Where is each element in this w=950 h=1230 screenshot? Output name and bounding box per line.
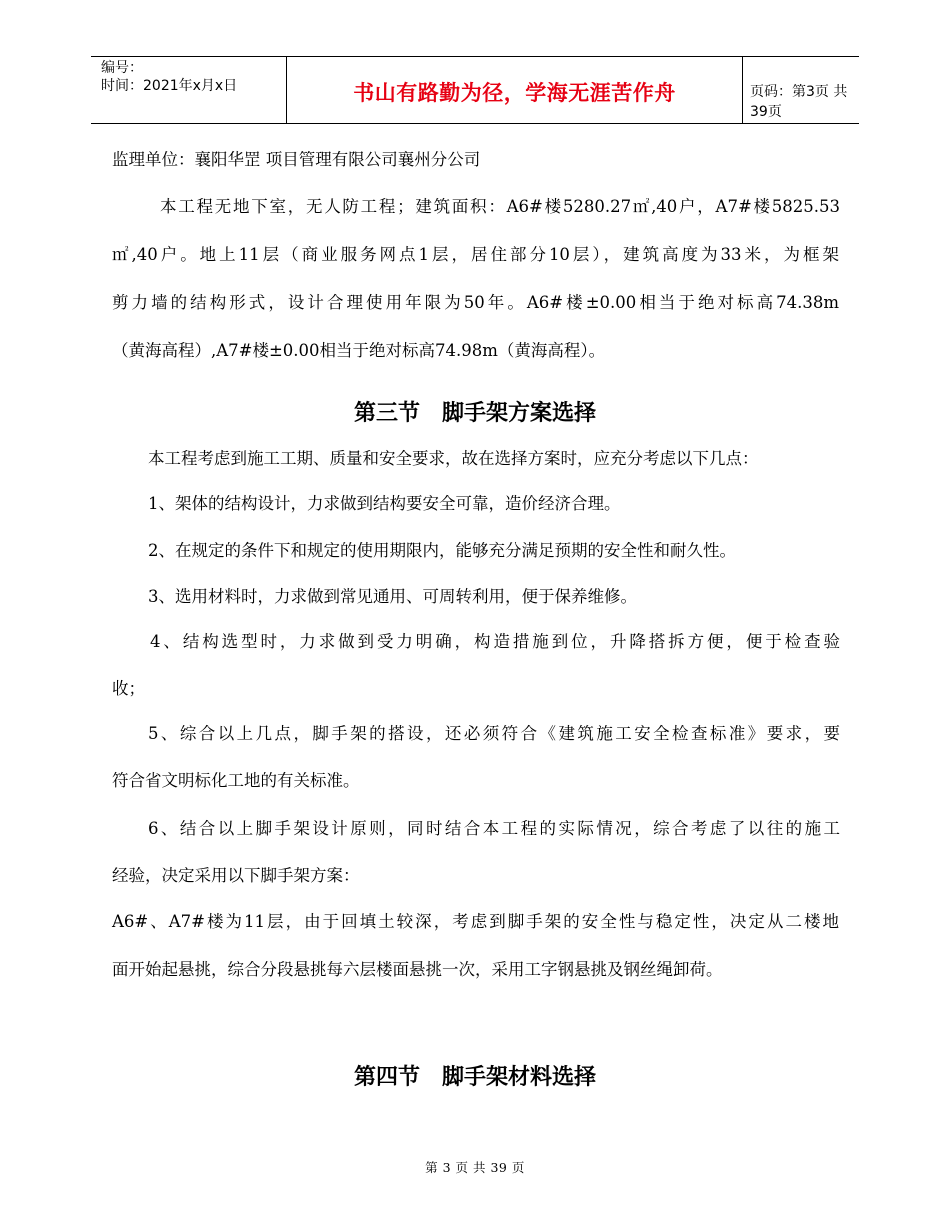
- point-6-line-2: 经验，决定采用以下脚手架方案：: [112, 866, 360, 885]
- supervisor-line: 监理单位：襄阳华罡 项目管理有限公司襄州分公司: [112, 150, 481, 169]
- point-2: 2、在规定的条件下和规定的使用期限内，能够充分满足预期的安全性和耐久性。: [148, 541, 736, 560]
- overview-line-3: 剪力墙的结构形式，设计合理使用年限为50年。A6#楼±0.00相当于绝对标高74.38m: [112, 293, 839, 312]
- overview-line-4: （黄海高程）,A7#楼±0.00相当于绝对标高74.98m（黄海高程）。: [112, 341, 606, 360]
- plan-line-1: A6#、A7#楼为11层，由于回填土较深，考虑到脚手架的安全性与稳定性，决定从二楼地: [112, 912, 839, 931]
- header-motto-cell: [286, 57, 743, 123]
- header-page-cell: [742, 57, 859, 123]
- page-header: [91, 56, 859, 124]
- section-3-title: 脚手架方案选择: [442, 401, 597, 426]
- section-3-heading: [0, 396, 950, 427]
- point-4-line-2: 收；: [112, 679, 145, 698]
- point-4-line-1: 4、结构选型时，力求做到受力明确，构造措施到位，升降搭拆方便，便于检查验: [150, 632, 840, 651]
- plan-line-2: 面开始起悬挑，综合分段悬挑每六层楼面悬挑一次，采用工字钢悬挑及钢丝绳卸荷。: [112, 960, 723, 979]
- section-4-title: 脚手架材料选择: [442, 1065, 597, 1090]
- header-page-info: 页码：第3页 共39页: [750, 84, 848, 120]
- document-date: 时间：2021年x月x日: [101, 78, 238, 94]
- document-number-label: 编号：: [101, 60, 143, 76]
- intro-line: 本工程考虑到施工工期、质量和安全要求，故在选择方案时，应充分考虑以下几点：: [148, 449, 759, 468]
- overview-line-1: 本工程无地下室，无人防工程；建筑面积：A6#楼5280.27㎡,40户，A7#楼5825.53: [160, 197, 840, 216]
- page-footer: 第 3 页 共 39 页: [425, 1160, 525, 1175]
- point-5-line-2: 符合省文明标化工地的有关标准。: [112, 771, 360, 790]
- point-1: 1、架体的结构设计，力求做到结构要安全可靠，造价经济合理。: [148, 494, 621, 513]
- point-6-line-1: 6、结合以上脚手架设计原则，同时结合本工程的实际情况，综合考虑了以往的施工: [148, 819, 840, 838]
- section-4-number: 第四节: [353, 1065, 420, 1090]
- overview-line-2: ㎡,40户。地上11层（商业服务网点1层，居住部分10层），建筑高度为33米，为框架: [112, 245, 839, 264]
- section-4-heading: [0, 1060, 950, 1091]
- section-3-number: 第三节: [353, 401, 420, 426]
- point-3: 3、选用材料时，力求做到常见通用、可周转利用，便于保养维修。: [148, 587, 637, 606]
- header-motto: 书山有路勤为径，学海无涯苦作舟: [353, 81, 676, 105]
- point-5-line-1: 5、综合以上几点，脚手架的搭设，还必须符合《建筑施工安全检查标准》要求，要: [148, 724, 840, 743]
- header-meta-cell: [91, 57, 286, 123]
